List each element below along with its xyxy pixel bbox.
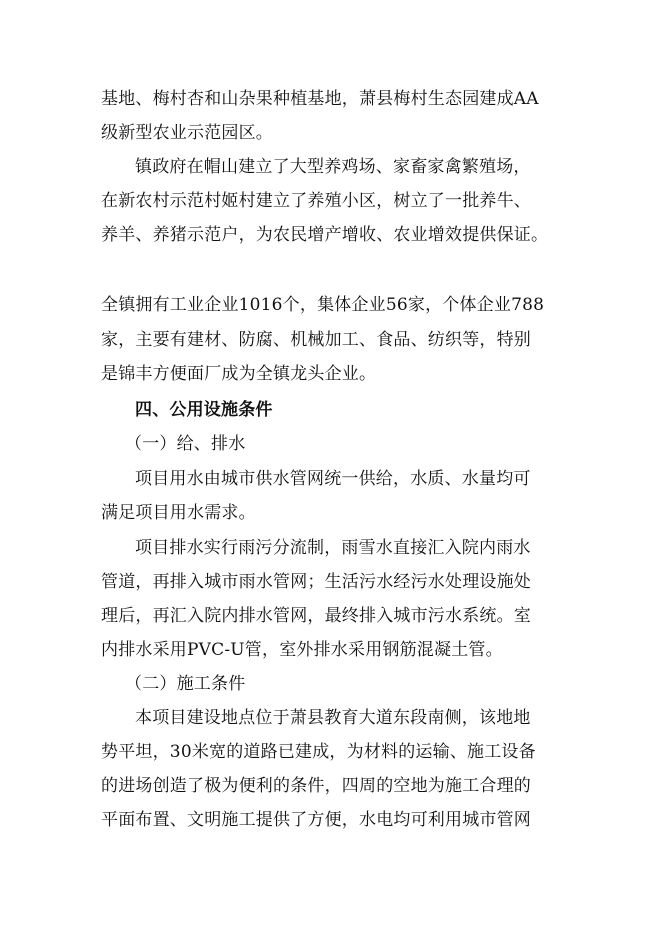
text-line-14: 管道，再排入城市雨水管网；生活污水经污水处理设施处 <box>101 572 531 592</box>
text-line-6: 全镇拥有工业企业1016个，集体企业56家，个体企业788 <box>101 295 545 315</box>
text-line-15: 理后，再汇入院内排水管网，最终排入城市污水系统。室 <box>101 606 531 626</box>
text-line-2: 级新型农业示范园区。 <box>101 123 273 143</box>
text-line-20: 的进场创造了极为便利的条件，四周的空地为施工合理的 <box>101 776 531 796</box>
section-heading-public-facilities: 四、公用设施条件 <box>135 400 273 420</box>
text-line-19: 势平坦，30米宽的道路已建成，为材料的运输、施工设备 <box>101 742 536 762</box>
text-line-13: 项目排水实行雨污分流制，雨雪水直接汇入院内雨水 <box>135 538 531 558</box>
subheading-water-supply: （一）给、排水 <box>125 434 246 454</box>
text-line-11: 项目用水由城市供水管网统一供给，水质、水量均可 <box>135 469 531 489</box>
text-line-16: 内排水采用PVC-U管，室外排水采用钢筋混凝土管。 <box>101 640 503 660</box>
text-line-18: 本项目建设地点位于萧县教育大道东段南侧，该地地 <box>135 708 531 728</box>
text-line-21: 平面布置、文明施工提供了方便，水电均可利用城市管网 <box>101 810 531 830</box>
text-line-8: 是锦丰方便面厂成为全镇龙头企业。 <box>101 364 377 384</box>
text-line-12: 满足项目用水需求。 <box>101 503 256 523</box>
text-line-5: 养羊、养猪示范户，为农民增产增收、农业增效提供保证。 <box>101 225 549 245</box>
text-line-1: 基地、梅村杏和山杂果种植基地，萧县梅村生态园建成AA <box>101 89 539 109</box>
text-line-3: 镇政府在帽山建立了大型养鸡场、家畜家禽繁殖场， <box>135 157 531 177</box>
subheading-construction-conditions: （二）施工条件 <box>125 674 246 694</box>
text-line-4: 在新农村示范村姬村建立了养殖小区，树立了一批养牛、 <box>101 191 531 211</box>
text-line-7: 家，主要有建材、防腐、机械加工、食品、纺织等，特别 <box>101 330 531 350</box>
